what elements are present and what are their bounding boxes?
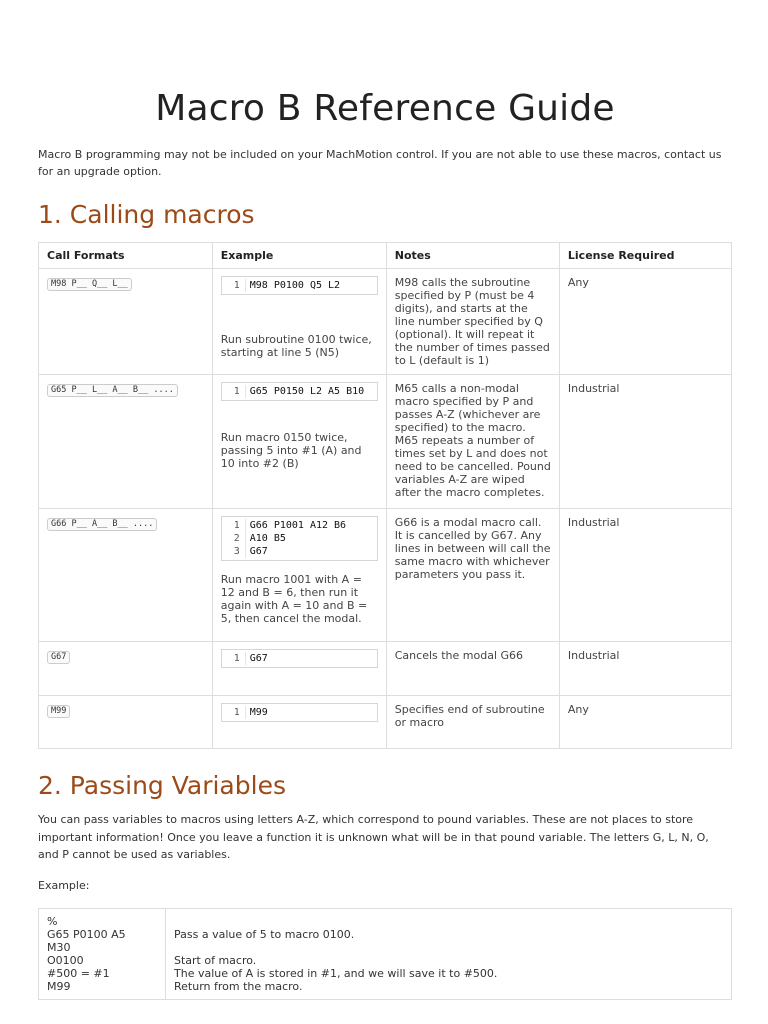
notes-cell: Cancels the modal G66 — [386, 642, 559, 696]
example-comment-line — [174, 941, 723, 954]
passing-variables-paragraph: You can pass variables to macros using letters A-Z, which correspond to pound variables. These are not places to store important information! Once you leave a function it is unknown what will be in that pound variable. The letters G, L, N, O, and P cannot be used as variables. — [38, 813, 709, 861]
call-format-cell — [39, 642, 213, 696]
column-header: Example — [212, 243, 386, 269]
call-format-cell — [39, 696, 213, 749]
example-comment-line: Start of macro. — [174, 953, 257, 967]
passing-variables-example-table — [38, 908, 732, 1000]
column-header: License Required — [559, 243, 731, 269]
code-text: M98 P0100 Q5 L2 — [249, 280, 341, 291]
line-number: 1 — [222, 385, 246, 398]
line-number: 3 — [222, 545, 246, 558]
code-text: G65 P0150 L2 A5 B10 — [249, 386, 365, 397]
section-heading-passing-variables: 2. Passing Variables — [38, 771, 286, 800]
example-row — [39, 908, 732, 999]
line-number: 1 — [222, 706, 246, 719]
notes-cell: G66 is a modal macro call. It is cancelled by G67. Any lines in between will call the same macro with whichever parameters you pass it. — [386, 509, 559, 642]
code-text: A10 B5 — [249, 533, 286, 544]
example-cell — [212, 509, 386, 642]
example-cell — [212, 375, 386, 509]
example-code-line: O0100 — [47, 953, 84, 967]
code-block[interactable] — [221, 703, 378, 722]
code-block[interactable] — [221, 382, 378, 401]
code-text: M99 — [249, 707, 268, 718]
code-block[interactable] — [221, 516, 378, 561]
license-cell: Industrial — [559, 642, 731, 696]
example-code-line: M30 — [47, 940, 71, 954]
example-code-line: #500 = #1 — [47, 966, 110, 980]
example-description: Run subroutine 0100 twice, starting at line 5 (N5) — [220, 333, 372, 359]
code-line — [222, 545, 377, 558]
table-row — [39, 269, 732, 375]
example-code-line: % — [47, 914, 58, 928]
license-cell: Any — [559, 269, 731, 375]
example-label: Example: — [38, 878, 90, 892]
example-description: Run macro 0150 twice, passing 5 into #1 (A) and 10 into #2 (B) — [220, 431, 362, 470]
code-block[interactable] — [221, 276, 378, 295]
notes-cell: Specifies end of subroutine or macro — [386, 696, 559, 749]
license-cell: Industrial — [559, 375, 731, 509]
table-row — [39, 642, 732, 696]
code-line — [222, 652, 377, 665]
line-number: 2 — [222, 532, 246, 545]
call-format-cell — [39, 269, 213, 375]
line-number: 1 — [222, 652, 246, 665]
notes-cell: M65 calls a non-modal macro specified by P and passes A-Z (whichever are specified) to the macro. M65 repeats a number of times set by L and does not need to be cancelled. Pound variables A-Z are wiped after the macro completes. — [386, 375, 559, 509]
table-header-row — [39, 243, 732, 269]
notes-cell: M98 calls the subroutine specified by P (must be 4 digits), and starts at the line number specified by Q (optional). It will repeat it the number of times passed to L (default is 1) — [386, 269, 559, 375]
call-format-code: G65 P__ L__ A__ B__ .... — [47, 384, 178, 397]
column-header: Notes — [386, 243, 559, 269]
calling-macros-table — [38, 242, 732, 749]
code-text: G66 P1001 A12 B6 — [249, 520, 347, 531]
call-format-code: G67 — [47, 651, 70, 664]
example-code-line: G65 P0100 A5 — [47, 927, 126, 941]
code-line — [222, 532, 377, 545]
call-format-code: M99 — [47, 705, 70, 718]
example-description: Run macro 1001 with A = 12 and B = 6, then run it again with A = 10 and B = 5, then cancel the modal. — [220, 573, 368, 625]
code-text: G67 — [249, 546, 268, 557]
example-comment-line: The value of A is stored in #1, and we will save it to #500. — [174, 966, 498, 980]
code-block[interactable] — [221, 649, 378, 668]
table-row — [39, 375, 732, 509]
code-line — [222, 385, 377, 398]
example-code-line: M99 — [47, 979, 71, 993]
call-format-cell — [39, 375, 213, 509]
column-header: Call Formats — [39, 243, 213, 269]
call-format-cell — [39, 509, 213, 642]
code-line — [222, 519, 377, 532]
call-format-code: M98 P__ Q__ L__ — [47, 278, 132, 291]
example-cell — [212, 269, 386, 375]
example-comment-line — [174, 915, 723, 928]
license-cell: Industrial — [559, 509, 731, 642]
example-cell — [212, 642, 386, 696]
example-comment-line: Return from the macro. — [174, 979, 303, 993]
intro-paragraph: Macro B programming may not be included on your MachMotion control. If you are not able to use these macros, contact us for an upgrade option. — [38, 148, 722, 178]
code-line — [222, 706, 377, 719]
section-heading-calling-macros: 1. Calling macros — [38, 200, 255, 229]
code-line — [222, 279, 377, 292]
line-number: 1 — [222, 519, 246, 532]
example-code-column — [39, 908, 166, 999]
table-row — [39, 696, 732, 749]
table-row — [39, 509, 732, 642]
license-cell: Any — [559, 696, 731, 749]
code-text: G67 — [249, 653, 268, 664]
page-title: Macro B Reference Guide — [155, 88, 615, 129]
example-comment-column — [166, 908, 732, 999]
line-number: 1 — [222, 279, 246, 292]
example-cell — [212, 696, 386, 749]
example-comment-line: Pass a value of 5 to macro 0100. — [174, 927, 355, 941]
call-format-code: G66 P__ A__ B__ .... — [47, 518, 157, 531]
